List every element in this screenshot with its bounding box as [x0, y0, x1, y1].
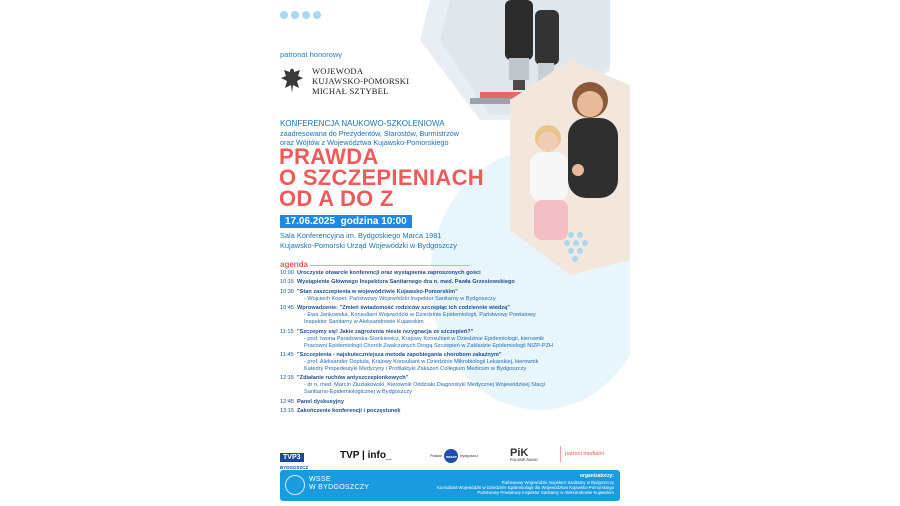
agenda-item — [280, 399, 620, 406]
agenda-speaker: Inspektor Sanitarny w Aleksandrowie Kujawskim — [304, 319, 424, 326]
dot — [302, 11, 310, 19]
dot — [572, 256, 578, 262]
mother-child-photo — [510, 60, 630, 275]
pik-logo-text: PiK — [510, 447, 529, 459]
dot — [568, 232, 574, 238]
tvp3-logo — [280, 446, 308, 470]
title-line: PRAWDA — [279, 144, 379, 169]
agenda-item — [280, 408, 620, 415]
dot — [573, 240, 579, 246]
tvp3-logo-text: TVP3 — [280, 453, 304, 462]
agenda-speaker: - prof. Iwona Paradowska-Stankiewicz, Krajowy Konsultant w Dziedzinie Epidemiologii, kierownik — [304, 335, 545, 342]
pik-logo-sub: POLSKIE RADIO — [510, 458, 538, 462]
agenda-body — [297, 305, 620, 326]
tvp-info-logo: TVP | info_ — [340, 450, 392, 461]
page-title — [279, 146, 484, 209]
agenda-list — [280, 270, 620, 418]
nasze-prefix: Polskie — [430, 454, 443, 458]
agenda-item — [280, 289, 620, 303]
agenda-speaker: Sanitarno-Epidemiologicznej w Bydgoszczy — [304, 389, 412, 396]
agenda-body — [297, 352, 620, 373]
pik-radio-logo — [510, 447, 538, 462]
eagle-emblem-icon — [280, 66, 304, 96]
agenda-item — [280, 375, 620, 396]
governor-line: MICHAŁ SZTYBEL — [312, 86, 389, 96]
organizer-line: Państwowy Powiatowy Inspektor Sanitarny w Aleksandrowie Kujawskim — [477, 490, 614, 495]
agenda-item — [280, 270, 620, 277]
agenda-heading: agenda — [280, 260, 309, 269]
audience-line: oraz Wójtów z Województwa Kujawsko-Pomorskiego — [280, 138, 449, 147]
dot — [291, 11, 299, 19]
agenda-speaker: - Ewa Jankowska, Konsultant Wojewódzki w Dziedzinie Epidemiologii, Państwowy Powiatowy — [304, 312, 536, 319]
tvp3-logo-sub: BYDGOSZCZ — [280, 465, 309, 470]
nasze-suffix: bydgoszcz — [460, 454, 479, 458]
agenda-speaker: Pracowni Epidemiologii Chorób Zwalczanych Drogą Szczepień w Zakładzie Epidemiologii NIZP-PZH — [304, 342, 554, 349]
agenda-title: Wprowadzenie: "Zmień świadomość rodziców szczepiąc ich codziennie wiedzą" — [297, 305, 510, 312]
organizers-footer — [280, 470, 620, 501]
agenda-body — [297, 375, 620, 396]
agenda-item — [280, 329, 620, 350]
event-date: 17.06.2025 godzina 10:00 — [280, 215, 412, 228]
agenda-body — [297, 329, 620, 350]
agenda-time: 10:00 — [280, 270, 294, 276]
media-logos — [280, 446, 620, 468]
agenda-item — [280, 279, 620, 286]
organizer-line: Państwowy Wojewódzki Inspektor Sanitarny w Bydgoszczy — [501, 480, 614, 485]
wsse-line: WSSE — [309, 476, 331, 483]
media-patrons-label: patroni medialni — [565, 451, 604, 457]
agenda-time: 11:45 — [280, 351, 294, 358]
dot — [577, 248, 583, 254]
dot — [313, 11, 321, 19]
agenda-title: "Szczepienia - najskuteczniejsza metoda zapobiegania chorobom zakaźnym" — [297, 351, 502, 358]
title-line: OD A DO Z — [279, 186, 394, 211]
agenda-time: 12:45 — [280, 398, 294, 405]
event-venue — [280, 231, 457, 251]
agenda-body — [297, 408, 620, 415]
organizers-label: organizatorzy: — [579, 473, 614, 479]
venue-line: Sala Konferencyjna im. Bydgoskiego Marca 1981 — [280, 231, 442, 240]
agenda-time: 10:45 — [280, 305, 294, 312]
organizers-list — [364, 480, 614, 495]
agenda-speaker: - dr n. med. Marcin Ziuziakowski, Kierownik Oddziału Diagnostyki Medycznej Wojewódzkiej Stacji — [304, 382, 545, 389]
agenda-time: 11:15 — [280, 328, 294, 335]
decorative-dots — [280, 11, 321, 19]
dot — [577, 232, 583, 238]
agenda-item — [280, 305, 620, 326]
governor-line: WOJEWODA — [312, 66, 364, 76]
audience-line: zaadresowana do Prezydentów, Starostów, Burmistrzów — [280, 129, 459, 138]
dot — [582, 240, 588, 246]
patronage-label: patronat honorowy — [280, 50, 343, 59]
poster — [270, 0, 630, 506]
dot — [568, 248, 574, 254]
agenda-time: 10:30 — [280, 288, 294, 295]
wsse-emblem-icon — [285, 475, 305, 495]
agenda-body — [297, 399, 620, 406]
dot — [280, 11, 288, 19]
governor-name — [312, 66, 409, 96]
dot — [564, 240, 570, 246]
agenda-title: Panel dyskusyjny — [297, 398, 344, 405]
agenda-title: Uroczyste otwarcie konferencji oraz wystąpienia zaproszonych gości — [297, 270, 481, 276]
agenda-time: 10:15 — [280, 279, 294, 286]
agenda-item — [280, 352, 620, 373]
nasze-circle: nasze — [444, 449, 458, 463]
agenda-divider — [310, 265, 470, 266]
agenda-title: "Zdiałanie ruchów antyszczepionkowych" — [297, 375, 409, 382]
agenda-body — [297, 279, 620, 286]
organizer-line: Konsultant Wojewódzki w Dziedzinie Epidemiologii dla Województwa Kujawsko-Pomorskiego — [436, 485, 614, 490]
divider — [560, 446, 561, 462]
agenda-title: Zakończenie konferencji i poczęstunek — [297, 408, 401, 415]
nasze-miasto-logo — [430, 449, 478, 463]
agenda-body — [297, 270, 620, 277]
agenda-title: "Stan zaszczepienia w województwie Kujawsko-Pomorskim" — [297, 288, 458, 295]
conference-type: KONFERENCJA NAUKOWO-SZKOLENIOWA — [280, 119, 445, 128]
agenda-title: Wystąpienie Głównego Inspektora Sanitarnego dra n. med. Pawła Grzesiowskiego — [297, 279, 515, 286]
agenda-speaker: - prof. Aleksander Deptuła, Krajowy Konsultant w Dziedzinie Mikrobiologii Lekarskiej, kierownik — [304, 358, 539, 365]
agenda-time: 12:15 — [280, 375, 294, 382]
title-line: O SZCZEPIENIACH — [279, 165, 484, 190]
venue-line: Kujawsko-Pomorski Urząd Wojewódzki w Bydgoszczy — [280, 241, 457, 250]
wsse-line: W BYDGOSZCZY — [309, 484, 370, 491]
agenda-speaker: Katedry Propedeutyki Medycyny i Profilaktyki Zakażeń Collegium Medicum w Bydgoszczy — [304, 365, 527, 372]
agenda-body — [297, 289, 620, 303]
governor-line: KUJAWSKO-POMORSKI — [312, 76, 410, 86]
wsse-logo — [309, 476, 369, 492]
agenda-time: 13:15 — [280, 408, 294, 415]
agenda-speaker: - Wojciech Koper, Państwowy Wojewódzki Inspektor Sanitarny w Bydgoszczy — [304, 295, 496, 302]
agenda-title: "Szczepmy się! Jakie zagrożenia niesie rezygnacja ze szczepień?" — [297, 328, 474, 335]
